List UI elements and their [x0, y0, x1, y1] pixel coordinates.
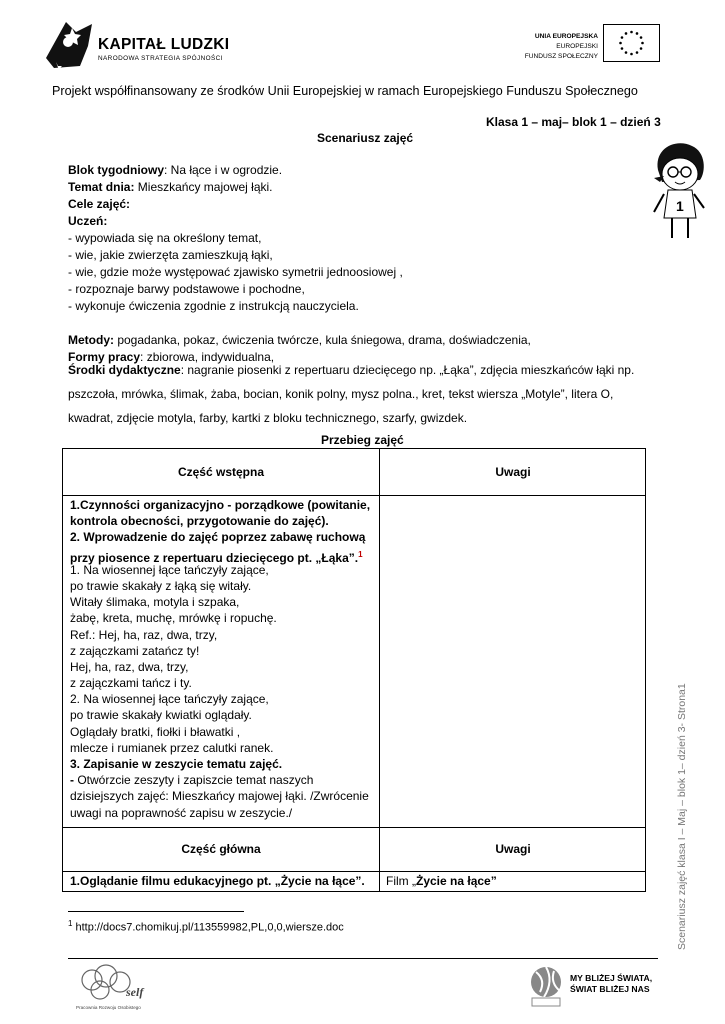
- srodki-line: [68, 358, 634, 382]
- table-body-line: 2. Wprowadzenie do zajęć poprzez zabawę ruchową: [70, 530, 366, 545]
- eu-flag-icon: [603, 24, 660, 62]
- table-body-line: przy piosence z repertuaru dziecięcego pt. „Łąka”.$^1$: [70, 549, 363, 565]
- temat-line: [68, 179, 531, 196]
- table-body-line: z zajączkami tańcz i ty.: [70, 676, 192, 691]
- footer-separator: [68, 958, 658, 959]
- scenario-title: Scenariusz zajęć: [317, 131, 414, 145]
- eu-star: [630, 31, 633, 34]
- table-body-text: [70, 497, 375, 821]
- srodki-block: [68, 358, 634, 430]
- project-line: Projekt współfinansowany ze środków Unii Europejskiej w ramach Europejskiego Funduszu Społecznego: [52, 84, 638, 98]
- table-header-wstepna: Część wstępna: [177, 465, 265, 479]
- formy-value: : zbiorowa, indywidualna,: [140, 350, 275, 364]
- goal-item: - wie, gdzie może występować zjawisko symetrii jednoosiowej ,: [68, 265, 403, 279]
- footnote-number: 1: [68, 919, 73, 928]
- srodki-line3: kwadrat, zdjęcie motyla, farby, kartki z bloku technicznego, szarfy, gwizdek.: [68, 411, 468, 425]
- metody-value: pogadanka, pokaz, ćwiczenia twórcze, kula śniegowa, drama, doświadczenia,: [114, 333, 531, 347]
- table-body-line: po trawie skakały z łąką się witały.: [70, 578, 252, 593]
- logo-title: KAPITAŁ LUDZKI: [98, 36, 230, 53]
- eu-star: [625, 32, 628, 35]
- table-body-line: uwagi na poprawność zapisu w zeszycie./: [70, 805, 293, 820]
- footer-slogan: [570, 973, 652, 995]
- eu-star: [640, 47, 643, 50]
- goal-item: - rozpoznaje barwy podstawowe i pochodne,: [68, 282, 305, 296]
- class-info: Klasa 1 – maj– blok 1 – dzień 3: [486, 115, 661, 129]
- uczen-label: Uczeń:: [68, 214, 108, 228]
- table-body-line: kontrola obecności, przygotowanie do zajęć).: [70, 514, 329, 529]
- srodki-value: : nagranie piosenki z repertuaru dziecięcego np. „Łąka”, zdjęcia mieszkańców łąki np.: [180, 363, 635, 377]
- eu-star: [621, 47, 624, 50]
- slogan-line1: MY BLIŻEJ ŚWIATA,: [570, 973, 653, 983]
- table-body-line: 2. Na wiosennej łące tańczyły zające,: [70, 692, 269, 707]
- table-body-line: 1.Czynności organizacyjno - porządkowe (powitanie,: [70, 498, 371, 512]
- table-header-uwagi-2: Uwagi: [495, 842, 531, 856]
- table-body-line: Witały ślimaka, motyla i szpaka,: [70, 595, 240, 610]
- self-logo-icon: [74, 962, 152, 1014]
- eu-star: [640, 36, 643, 39]
- eu-star: [641, 42, 644, 45]
- globe-logo-icon: [528, 962, 564, 1008]
- eu-star: [621, 36, 624, 39]
- srodki-label: Środki dydaktyczne: [68, 363, 181, 377]
- temat-label: Temat dnia:: [68, 180, 135, 194]
- eu-line1: UNIA EUROPEJSKA: [534, 33, 598, 40]
- table-body-line: żabę, kreta, muchę, mrówkę i ropuchę.: [70, 611, 277, 626]
- child-mascot-icon: [648, 138, 710, 242]
- eu-line2: EUROPEJSKI: [556, 43, 598, 50]
- footnote: [68, 919, 344, 934]
- eu-star: [636, 51, 639, 54]
- spacer: [68, 315, 531, 332]
- goal-item: - wypowiada się na określony temat,: [68, 231, 262, 245]
- table-body-line: dzisiejszych zajęć: Mieszkańcy majowej łąki. /Zwrócenie: [70, 789, 369, 804]
- blok-label: Blok tygodniowy: [68, 163, 164, 177]
- blok-line: [68, 162, 531, 179]
- footnote-separator: [68, 911, 244, 912]
- film-note-prefix: Film „: [386, 874, 416, 888]
- svg-text:1: 1: [676, 198, 684, 214]
- eu-star: [636, 32, 639, 35]
- table-body-line: 3. Zapisanie w zeszycie tematu zajęć.: [70, 757, 283, 771]
- lesson-info: [68, 162, 531, 366]
- kapital-ludzki-logo-icon: [44, 18, 94, 70]
- przebieg-heading: Przebieg zajęć: [321, 433, 404, 447]
- eu-line3: FUNDUSZ SPOŁECZNY: [524, 53, 598, 60]
- formy-label: Formy pracy: [68, 350, 141, 364]
- metody-line: [68, 332, 531, 349]
- table-body-line: Hej, ha, raz, dwa, trzy,: [70, 659, 189, 674]
- film-note-title: Życie na łące”: [416, 874, 497, 888]
- temat-value: Mieszkańcy majowej łąki.: [134, 180, 273, 194]
- logo-subtitle: NARODOWA STRATEGIA SPÓJNOŚCI: [98, 55, 223, 62]
- table-body-line: - Otwórzcie zeszyty i zapiszcie temat naszych: [70, 773, 314, 788]
- eu-star: [625, 51, 628, 54]
- self-caption: Pracownia Rozwoju Osobistego: [76, 1005, 141, 1010]
- table-body-line: po trawie skakały kwiatki oglądały.: [70, 708, 252, 723]
- table-body-line: Ref.: Hej, ha, raz, dwa, trzy,: [70, 627, 218, 642]
- table-body-line: 1. Na wiosennej łące tańczyły zające,: [70, 562, 269, 577]
- eu-star: [630, 53, 633, 56]
- table-body-line: mlecze i rumianek przez calutki ranek.: [70, 740, 274, 755]
- metody-label: Metody:: [68, 333, 114, 347]
- table-header-uwagi: Uwagi: [495, 465, 531, 479]
- side-page-label: Scenariusz zajęć klasa I – Maj – blok 1– dzień 3- Strona1: [676, 683, 688, 950]
- eu-star: [619, 42, 622, 45]
- footnote-link: http://docs7.chomikuj.pl/113559982,PL,0,0,wiersze.doc: [72, 921, 344, 934]
- self-word: self: [126, 985, 144, 999]
- goal-item: - wie, jakie zwierzęta zamieszkują łąki,: [68, 248, 273, 262]
- goal-item: - wykonuje ćwiczenia zgodnie z instrukcją nauczyciela.: [68, 299, 359, 313]
- blok-value: : Na łące i w ogrodzie.: [164, 163, 283, 177]
- eu-text: [510, 32, 598, 62]
- footnote-ref: 1: [358, 549, 363, 559]
- cele-label: Cele zajęć:: [68, 197, 131, 211]
- table-header-glowna: Część główna: [181, 842, 261, 856]
- film-activity: 1.Oglądanie filmu edukacyjnego pt. „Życie na łące”.: [70, 874, 365, 888]
- film-note: [386, 873, 497, 890]
- srodki-line2: pszczoła, mrówka, ślimak, żaba, bocian, konik polny, mysz polna., kret, tekst wiersza „Motyle”, litera O,: [68, 387, 614, 401]
- table-body-line: z zajączkami zatańcz ty!: [70, 643, 200, 658]
- table-body-line: Oglądały bratki, fiołki i bławatki ,: [70, 724, 241, 739]
- dash: -: [70, 773, 74, 788]
- slogan-line2: ŚWIAT BLIŻEJ NAS: [570, 984, 650, 994]
